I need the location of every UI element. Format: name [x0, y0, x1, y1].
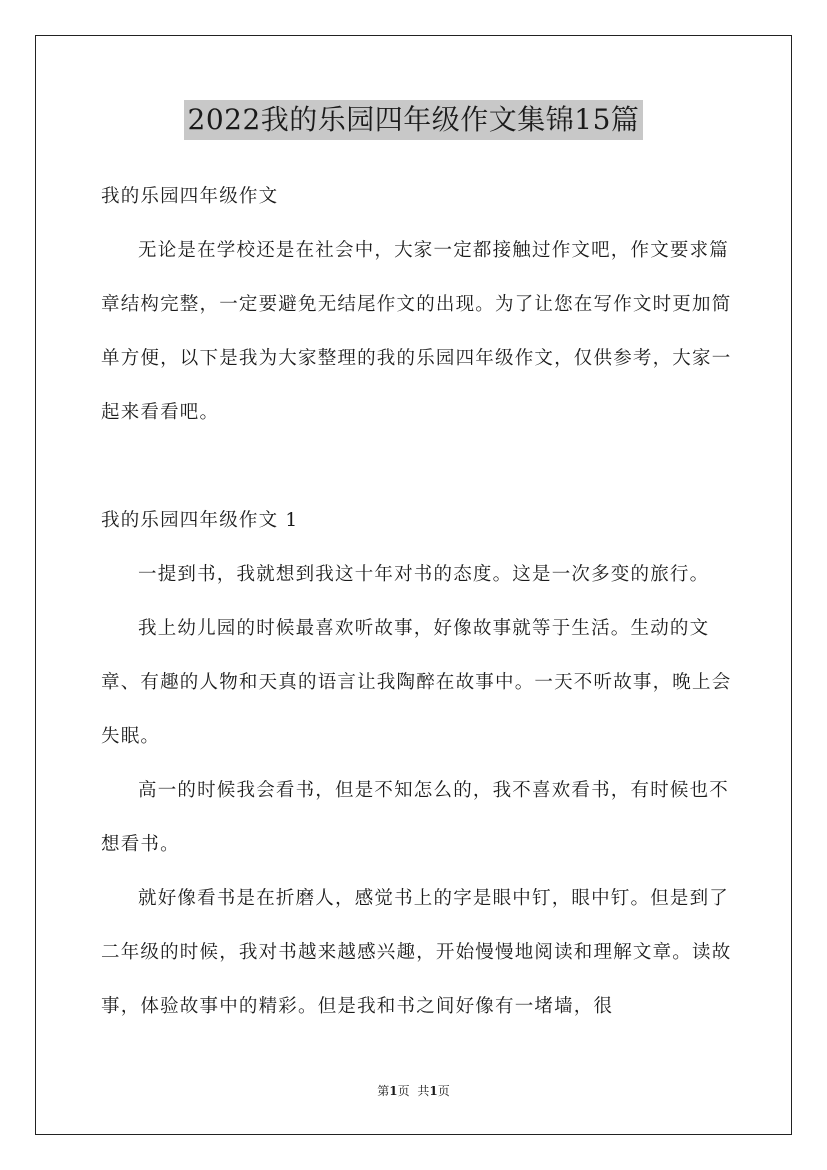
total-suffix: 页 [437, 1084, 450, 1098]
total-pages: 1 [429, 1084, 438, 1098]
document-title: 2022我的乐园四年级作文集锦15篇 [184, 100, 644, 140]
essay-paragraph: 一提到书，我就想到我这十年对书的态度。这是一次多变的旅行。 [138, 564, 710, 585]
essay-heading: 我的乐园四年级作文 1 [101, 510, 299, 531]
intro-paragraph: 无论是在学校还是在社会中，大家一定都接触过作文吧，作文要求篇章结构完整，一定要避免无结尾作文的出现。为了让您在写作文时更加简单方便，以下是我为大家整理的我的乐园四年级作文，仅供参考，大家一起来看看吧。 [101, 240, 732, 423]
page-footer [0, 1083, 827, 1099]
total-prefix: 共 [417, 1084, 430, 1098]
page-number: 1 [389, 1084, 398, 1098]
page-suffix: 页 [397, 1084, 410, 1098]
essay-paragraph: 高一的时候我会看书，但是不知怎么的，我不喜欢看书，有时候也不想看书。 [101, 780, 730, 855]
intro-heading: 我的乐园四年级作文 [101, 186, 279, 207]
essay-paragraph: 我上幼儿园的时候最喜欢听故事，好像故事就等于生活。生动的文章、有趣的人物和天真的语言让我陶醉在故事中。一天不听故事，晚上会失眠。 [101, 618, 732, 747]
page-prefix: 第 [377, 1084, 390, 1098]
essay-paragraph: 就好像看书是在折磨人，感觉书上的字是眼中钉，眼中钉。但是到了二年级的时候，我对书越来越感兴趣，开始慢慢地阅读和理解文章。读故事，体验故事中的精彩。但是我和书之间好像有一堵墙，很 [101, 888, 732, 1017]
section-gap [101, 440, 733, 494]
title-container [0, 100, 827, 140]
document-body [101, 170, 733, 1034]
